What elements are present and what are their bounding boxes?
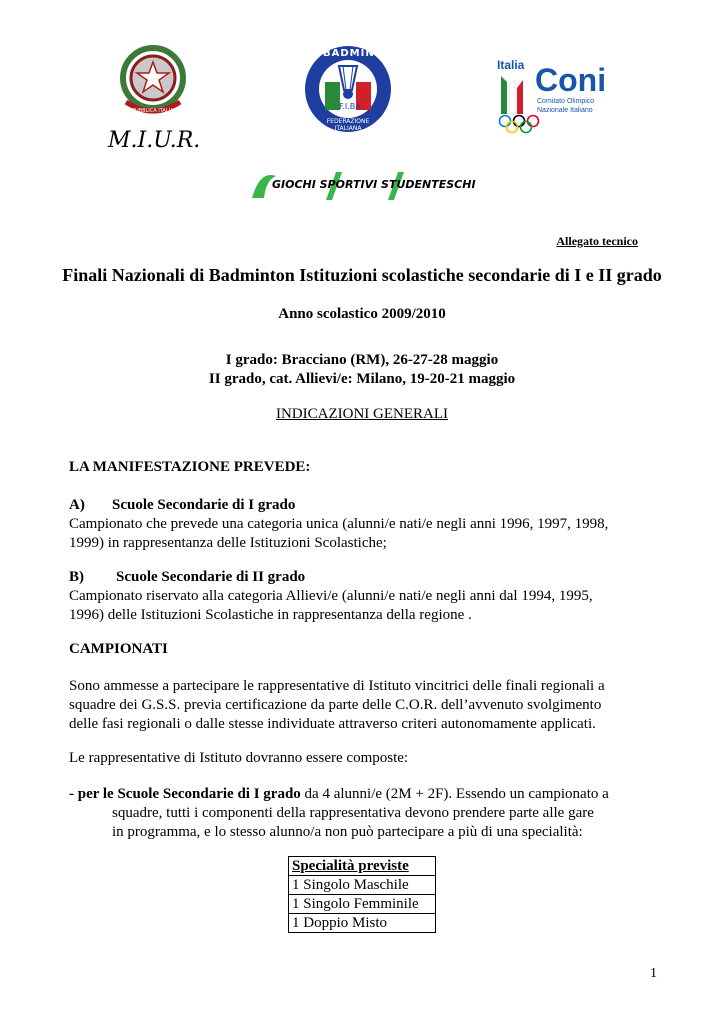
coni-italia-text: Italia (497, 58, 525, 72)
section-b-label: B) (69, 569, 84, 585)
fiba-logo (303, 44, 402, 134)
venue-second-grade: II grado, cat. Allievi/e: Milano, 19-20-21 maggio (208, 371, 516, 387)
campionati-text-1: Sono ammesse a partecipare le rappresentative di Istituto vincitrici delle finali regionali a (69, 678, 605, 694)
gss-logo (250, 168, 476, 204)
page-title: Finali Nazionali di Badminton Istituzioni scolastiche secondarie di I e II grado (62, 265, 662, 285)
section-b-text-2: 1996) delle Istituzioni Scolastiche in rappresentanza della regione . (69, 607, 472, 623)
section-a-label: A) (69, 497, 85, 513)
coni-brand-text: Coni (535, 62, 607, 98)
first-grade-composition-rest: da 4 alunni/e (2M + 2F). Essendo un campionato a (300, 786, 609, 802)
campionati-text-2: squadre dei G.S.S. previa certificazione da parte delle C.O.R. dell’avvenuto svolgimento (69, 697, 602, 713)
section-b-title: Scuole Secondarie di II grado (116, 569, 306, 585)
miur-emblem (118, 42, 188, 120)
first-grade-composition (69, 785, 609, 804)
table-cell: 1 Doppio Misto (289, 914, 436, 933)
specialties-table (288, 856, 436, 933)
rappresentative-text: Le rappresentative di Istituto dovranno essere composte: (69, 750, 409, 766)
campionati-text-3: delle fasi regionali o dalle stesse individuate attraverso criteri autonomamente applicati. (69, 716, 596, 732)
fiba-center-text: F.I.Ba (339, 102, 361, 111)
section-heading-manifestazione: LA MANIFESTAZIONE PREVEDE: (69, 459, 311, 475)
coni-sub2-text: Nazionale Italiano (537, 107, 593, 114)
table-row (289, 876, 436, 895)
section-a-text-1: Campionato che prevede una categoria unica (alunni/e nati/e negli anni 1996, 1997, 1998, (69, 516, 609, 532)
miur-caption: M.I.U.R. (108, 128, 201, 153)
coni-stripes-icon (497, 74, 535, 116)
fiba-ring-text: BADMINTON (323, 48, 402, 59)
table-row (289, 895, 436, 914)
section-a-title: Scuole Secondarie di I grado (112, 497, 296, 513)
allegato-label: Allegato tecnico (556, 234, 638, 248)
school-year: Anno scolastico 2009/2010 (278, 306, 446, 322)
fiba-bottom-text: FEDERAZIONE ITALIANA (326, 118, 370, 132)
gss-text: GIOCHI SPORTIVI STUDENTESCHI (272, 178, 476, 191)
section-b-text-1: Campionato riservato alla categoria Allievi/e (alunni/e nati/e negli anni dal 1994, 1995, (69, 588, 593, 604)
table-header-row (289, 857, 436, 876)
coni-sub1-text: Comitato Olimpico (537, 98, 595, 105)
first-grade-composition-lead: - per le Scuole Secondarie di I grado (69, 786, 301, 802)
coni-logo (497, 58, 607, 136)
italian-republic-emblem-icon (118, 42, 188, 120)
page-number: 1 (650, 966, 657, 981)
first-grade-composition-2: squadre, tutti i componenti della rappresentativa devono prendere parte alle gare (112, 805, 594, 821)
table-header-cell: Specialità previste (289, 857, 436, 876)
table-cell: 1 Singolo Femminile (289, 895, 436, 914)
first-grade-composition-3: in programma, e lo stesso alunno/a non può partecipare a più di una specialità: (112, 824, 583, 840)
section-a-text-2: 1999) in rappresentanza delle Istituzioni Scolastiche; (69, 535, 387, 551)
table-row (289, 914, 436, 933)
olympic-rings-icon (497, 114, 541, 134)
venue-first-grade: I grado: Bracciano (RM), 26-27-28 maggio (225, 352, 499, 368)
general-indications-heading: INDICAZIONI GENERALI (275, 406, 449, 422)
table-cell: 1 Singolo Maschile (289, 876, 436, 895)
svg-text:REPUBBLICA ITALIANA: REPUBBLICA ITALIANA (125, 108, 181, 114)
section-heading-campionati: CAMPIONATI (69, 641, 168, 657)
